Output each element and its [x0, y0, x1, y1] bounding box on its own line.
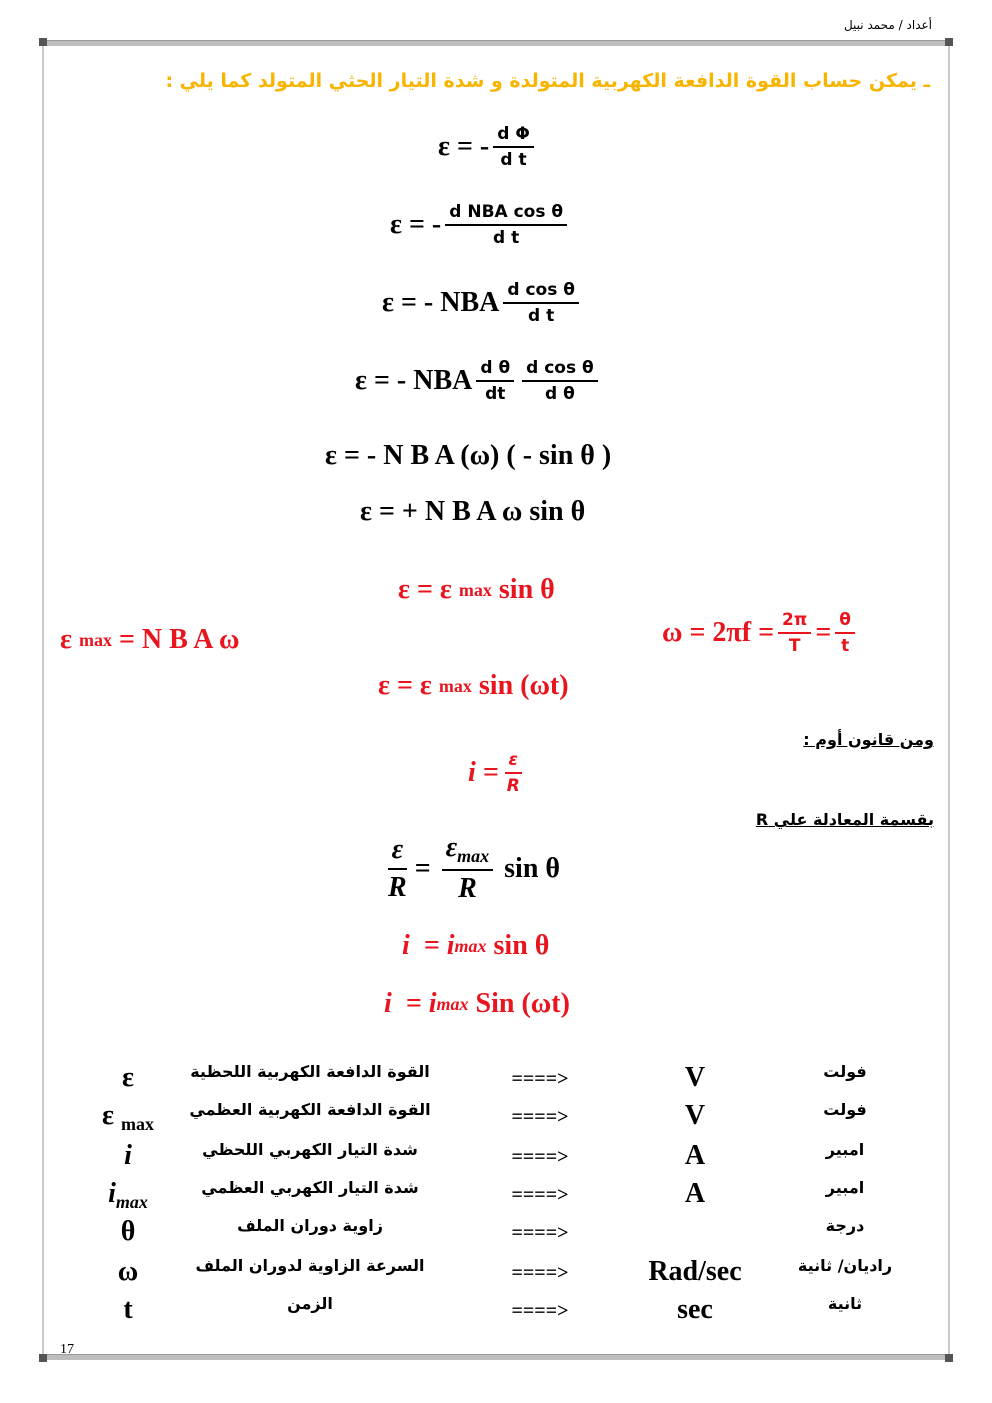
- equation-13: i = i max sin θ: [402, 930, 550, 961]
- equation-10: ε = ε max sin (ωt): [378, 670, 569, 701]
- equation-2: ε = - $\frac{\text{d NBA cos θ}}{\text{d t}}$: [390, 202, 571, 248]
- divide-note: بقسمة المعادلة علي R: [755, 810, 934, 829]
- equation-ohm: i = $\frac{\varepsilon}{R}$: [468, 750, 528, 796]
- equation-4: ε = - NBA $\frac{\text{d θ}}{dt}$ $\frac{\text{d cos θ}}{\text{d θ}}$: [355, 358, 602, 404]
- table-row: θ زاوية دوران الملف ====> درجة: [120, 1216, 865, 1247]
- table-row: ε $_{max}$ القوة الدافعة الكهربية العظمي ====> V فولت: [102, 1100, 867, 1134]
- table-row: i شدة التيار الكهربي اللحظي ====> A امبير: [124, 1140, 865, 1171]
- equation-omega: ω = 2πf = $\frac{2\pi}{T}$ = $\frac{\theta}{t}$: [662, 610, 859, 656]
- symbol-table: [0, 1062, 992, 1342]
- page-number: 17: [60, 1342, 74, 1357]
- equation-6: ε = + N B A ω sin θ: [360, 496, 586, 527]
- ohm-law-note: ومن قانون أوم :: [803, 730, 934, 749]
- table-row: ω السرعة الزاوية لدوران الملف ====> Rad/sec راديان/ ثانية: [117, 1256, 893, 1287]
- section-title: ـ يمكن حساب القوة الدافعة الكهربية المتولدة و شدة التيار الحثي المتولد كما يلي :: [165, 70, 930, 92]
- equation-7: ε = ε max sin θ: [398, 574, 555, 605]
- equation-3: ε = - NBA $\frac{\text{d cos θ}}{\text{d t}}$: [382, 280, 583, 326]
- table-row: ε القوة الدافعة الكهربية اللحظية ====> V فولت: [122, 1062, 867, 1093]
- equation-1: ε = - $\frac{\text{d Φ}}{\text{d t}}$: [438, 124, 538, 170]
- table-row: t الزمن ====> sec ثانية: [123, 1294, 863, 1325]
- table-row: $i_{max}$ شدة التيار الكهربي العظمي ====> A امبير: [108, 1178, 865, 1212]
- equation-emax: ε max = N B A ω: [60, 624, 240, 655]
- page-header: أعداد / محمد نبيل: [843, 18, 932, 32]
- equation-5: ε = - N B A (ω) ( - sin θ ): [325, 440, 612, 471]
- equation-14: i = i max Sin (ωt): [384, 988, 570, 1019]
- equation-12: $\frac{\varepsilon}{R}$ = $\frac{\varepsilon_{max}}{R}$ sin θ: [388, 832, 561, 904]
